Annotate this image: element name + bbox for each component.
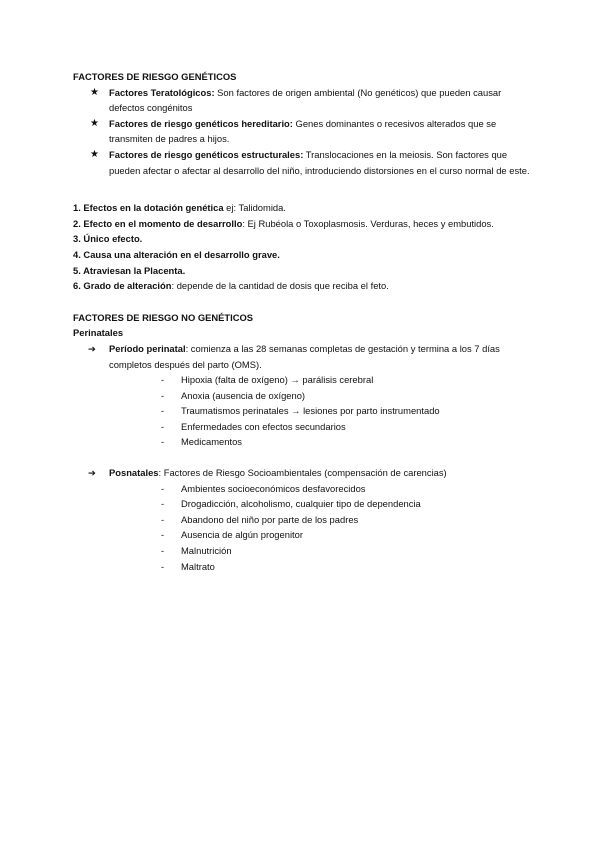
item-text: Son factores de origen ambiental (No genéticos) que pueden causar defectos congénitos xyxy=(109,86,502,114)
item-text: : comienza a las 28 semanas completas de gestación y termina a los 7 días completos después del parto (OMS). xyxy=(109,342,500,370)
star-icon: ★ xyxy=(90,86,99,98)
numbered-item xyxy=(73,200,533,216)
list-item xyxy=(73,496,533,512)
numbered-effects-list xyxy=(73,200,533,294)
item-text: Ausencia de algún progenitor xyxy=(181,529,303,541)
perinatal-subheading: Perinatales xyxy=(73,327,124,339)
dash-icon: - xyxy=(161,420,165,432)
dash-icon: - xyxy=(161,436,165,448)
list-item xyxy=(73,559,533,575)
arrow-right-icon: ➔ xyxy=(88,342,96,354)
list-item xyxy=(73,403,533,419)
list-item xyxy=(73,481,533,497)
dash-icon: - xyxy=(161,560,165,572)
item-label: 1. Efectos en la dotación genética xyxy=(73,202,224,214)
item-text: Translocaciones en la meiosis. Son factores que pueden afectar o afectar al desarrollo del niño, introduciendo distorsiones en el curso normal de este. xyxy=(109,148,530,176)
arrow-right-icon: ➔ xyxy=(88,467,96,479)
list-item xyxy=(73,85,533,116)
item-text: Genes dominantes o recesivos alterados que se transmiten de padres a hijos. xyxy=(109,117,497,145)
list-item xyxy=(73,147,533,178)
spacer xyxy=(73,450,533,465)
dash-icon: - xyxy=(161,529,165,541)
list-item xyxy=(73,434,533,450)
item-text: : Ej Rubéola o Toxoplasmosis. Verduras, heces y embutidos. xyxy=(242,217,494,229)
numbered-item xyxy=(73,278,533,294)
item-text: ej: Talidomida. xyxy=(223,202,286,214)
star-icon: ★ xyxy=(90,148,99,160)
dash-icon: - xyxy=(161,374,165,386)
postnatal-factors-list xyxy=(73,481,533,575)
list-item xyxy=(73,543,533,559)
non-genetic-section xyxy=(73,310,533,575)
item-label: 4. Causa una alteración en el desarrollo grave. xyxy=(73,248,280,260)
numbered-item xyxy=(73,263,533,279)
item-text: Medicamentos xyxy=(181,436,242,448)
genetic-factors-list xyxy=(73,85,533,179)
item-label: 3. Único efecto. xyxy=(73,233,143,245)
dash-icon: - xyxy=(161,482,165,494)
genetic-factors-heading: FACTORES DE RIESGO GENÉTICOS xyxy=(73,71,237,82)
item-text: Enfermedades con efectos secundarios xyxy=(181,420,346,432)
document-content xyxy=(73,69,533,574)
item-text: Drogadicción, alcoholismo, cualquier tipo de dependencia xyxy=(181,498,421,510)
item-label: Factores Teratológicos: xyxy=(109,86,215,98)
list-item xyxy=(73,116,533,147)
numbered-item xyxy=(73,247,533,263)
item-text: : depende de la cantidad de dosis que reciba el feto. xyxy=(171,280,389,292)
item-label: Factores de riesgo genéticos hereditario: xyxy=(109,117,293,129)
postnatal-item xyxy=(73,465,533,481)
non-genetic-heading: FACTORES DE RIESGO NO GENÉTICOS xyxy=(73,311,254,323)
list-item xyxy=(73,512,533,528)
item-text: Maltrato xyxy=(181,560,215,572)
item-label: Posnatales xyxy=(109,467,159,479)
numbered-item xyxy=(73,216,533,232)
item-text: Anoxia (ausencia de oxígeno) xyxy=(181,389,306,401)
list-item xyxy=(73,388,533,404)
dash-icon: - xyxy=(161,513,165,525)
item-text: Abandono del niño por parte de los padres xyxy=(181,513,359,525)
perinatal-period-item xyxy=(73,341,533,372)
item-text: Hipoxia (falta de oxígeno) → parálisis cerebral xyxy=(181,374,374,386)
item-label: Factores de riesgo genéticos estructurales: xyxy=(109,148,304,160)
item-text: Traumatismos perinatales → lesiones por parto instrumentado xyxy=(181,405,440,417)
list-item xyxy=(73,527,533,543)
item-text: Malnutrición xyxy=(181,545,232,557)
list-item xyxy=(73,372,533,388)
list-item xyxy=(73,419,533,435)
perinatal-factors-list xyxy=(73,372,533,450)
item-label: 5. Atraviesan la Placenta. xyxy=(73,264,186,276)
star-icon: ★ xyxy=(90,117,99,129)
numbered-item xyxy=(73,231,533,247)
dash-icon: - xyxy=(161,498,165,510)
dash-icon: - xyxy=(161,389,165,401)
item-label: Período perinatal xyxy=(109,342,186,354)
dash-icon: - xyxy=(161,545,165,557)
item-text: Ambientes socioeconómicos desfavorecidos xyxy=(181,482,366,494)
item-label: 2. Efecto en el momento de desarrollo xyxy=(73,217,243,229)
item-text: : Factores de Riesgo Socioambientales (compensación de carencias) xyxy=(158,467,447,479)
item-label: 6. Grado de alteración xyxy=(73,280,172,292)
dash-icon: - xyxy=(161,405,165,417)
